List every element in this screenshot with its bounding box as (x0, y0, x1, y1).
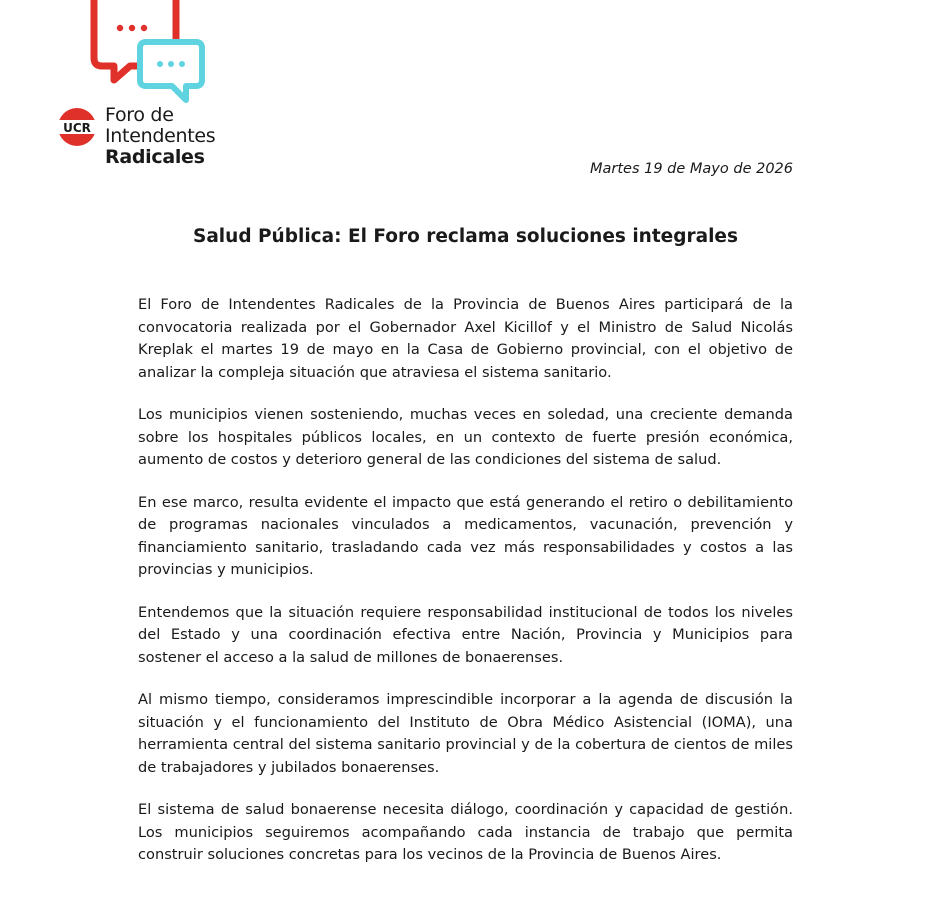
document-body (138, 294, 793, 887)
ucr-badge-icon (58, 108, 96, 146)
organization-logo (58, 0, 238, 175)
paragraph-3: En ese marco, resulta evidente el impacto que está generando el retiro o debilitamiento de programas nacionales vinculados a medicamentos, vacunación, prevención y financiamiento sanitario, trasladando cada vez más responsabilidades y costos a las provincias y municipios. (138, 493, 793, 578)
paragraph-6: El sistema de salud bonaerense necesita diálogo, coordinación y capacidad de gestión. Los municipios seguiremos acompañando cada instancia de trabajo que permita construir soluciones concretas para los vecinos de la Provincia de Buenos Aires. (138, 801, 793, 863)
document-date: Martes 19 de Mayo de 2026 (589, 161, 793, 177)
logo-line-2: Intendentes (105, 125, 216, 147)
logo-line-1: Foro de (105, 104, 174, 126)
speech-bubbles-icon (88, 0, 208, 105)
logo-wordmark (105, 105, 215, 168)
logo-line-3: Radicales (105, 146, 205, 168)
paragraph-1: El Foro de Intendentes Radicales de la Provincia de Buenos Aires participará de la convocatoria realizada por el Gobernador Axel Kicillof y el Ministro de Salud Nicolás Kreplak el martes 19 de mayo en la Casa de Gobierno provincial, con el objetivo de analizar la compleja situación que atraviesa el sistema sanitario. (138, 296, 793, 381)
paragraph-4: Entendemos que la situación requiere responsabilidad institucional de todos los niveles del Estado y una coordinación efectiva entre Nación, Provincia y Municipios para sostener el acceso a la salud de millones de bonaerenses. (138, 603, 793, 666)
document-headline: Salud Pública: El Foro reclama soluciones integrales (193, 226, 738, 247)
svg-text:UCR: UCR (63, 121, 91, 135)
paragraph-5: Al mismo tiempo, consideramos imprescindible incorporar a la agenda de discusión la situación y el funcionamiento del Instituto de Obra Médico Asistencial (IOMA), una herramienta central del sistema sanitario provincial y de la cobertura de cientos de miles de trabajadores y jubilados bonaerenses. (138, 691, 793, 776)
paragraph-2: Los municipios vienen sosteniendo, muchas veces en soledad, una creciente demanda sobre los hospitales públicos locales, en un contexto de fuerte presión económica, aumento de costos y deterioro general de las condiciones del sistema de salud. (138, 406, 793, 468)
